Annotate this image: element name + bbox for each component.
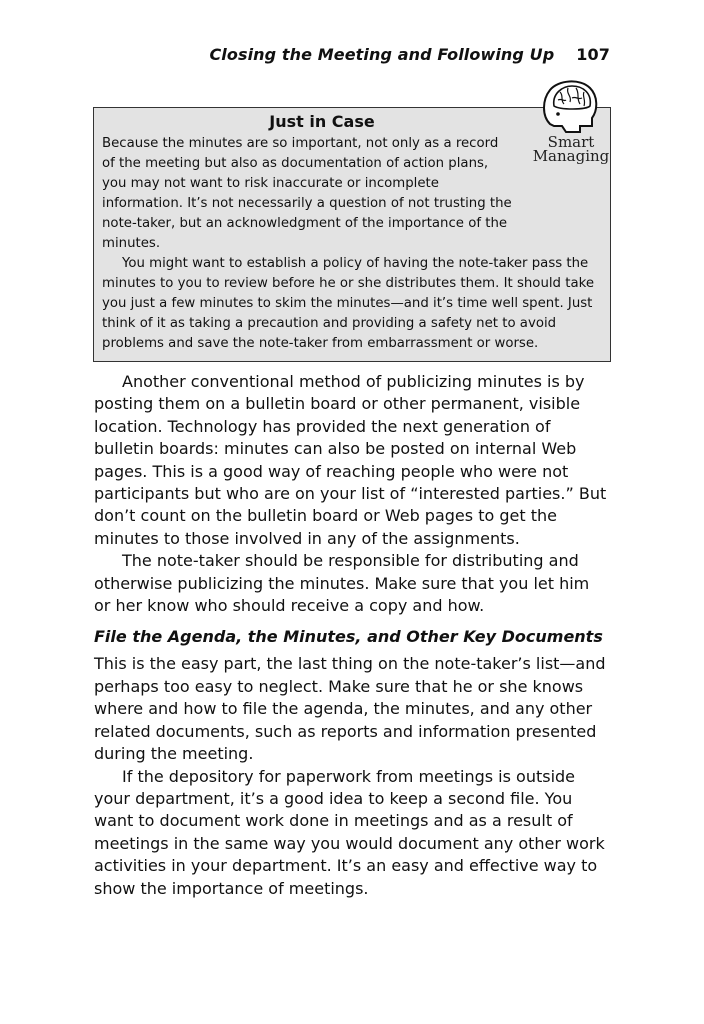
- sidebar-paragraph-2: You might want to establish a policy of having the note-taker pass the minutes to you to review before he or she distributes them. It should take you just a few minutes to skim the minutes—and it’s time well spent. Just think of it as taking a precaution and providing a safety net to avoid problems and save the note-taker from embarrassment or worse.: [102, 256, 594, 351]
- body-paragraph-2: The note-taker should be responsible for distributing and otherwise publicizing the minutes. Make sure that you let him or her know who should receive a copy and how.: [94, 551, 590, 616]
- running-head-title: Closing the Meeting and Following Up: [209, 45, 555, 64]
- body-paragraph-4: If the depository for paperwork from meetings is outside your department, it’s a good idea to keep a second file. You want to document work done in meetings and as a result of meetings in the same way you would document any other work activities in your department. It’s an easy and effective way to show the importance of meetings.: [94, 766, 605, 898]
- body-text: [94, 371, 610, 900]
- section-heading: File the Agenda, the Minutes, and Other Key Documents: [94, 627, 603, 647]
- badge-label-managing: Managing: [532, 147, 610, 165]
- page-number: 107: [576, 45, 610, 64]
- badge-label-smart: Smart: [547, 133, 595, 151]
- brain-head-icon: [536, 76, 602, 134]
- sidebar-paragraph-1: Because the minutes are so important, not only as a record of the meeting but also as documentation of action plans, you may not want to risk inaccurate or incomplete information. It’s not necessarily a question of not trusting the note-taker, but an acknowledgment of the importance of the minutes.: [102, 136, 512, 251]
- smart-managing-badge: [526, 70, 616, 170]
- sidebar-title: Just in Case: [269, 112, 375, 131]
- body-paragraph-3: This is the easy part, the last thing on the note-taker’s list—and perhaps too easy to neglect. Make sure that he or she knows where and how to file the agenda, the minutes, and any other related documents, such as reports and information presented during the meeting.: [94, 654, 606, 764]
- body-paragraph-1: Another conventional method of publicizing minutes is by posting them on a bulletin board or other permanent, visible location. Technology has provided the next generation of bulletin boards: minutes can also be posted on internal Web pages. This is a good way of reaching people who were not participants but who are on your list of “interested parties.” But don’t count on the bulletin board or Web pages to get the minutes to those involved in any of the assignments.: [94, 372, 607, 548]
- running-head: [94, 45, 610, 64]
